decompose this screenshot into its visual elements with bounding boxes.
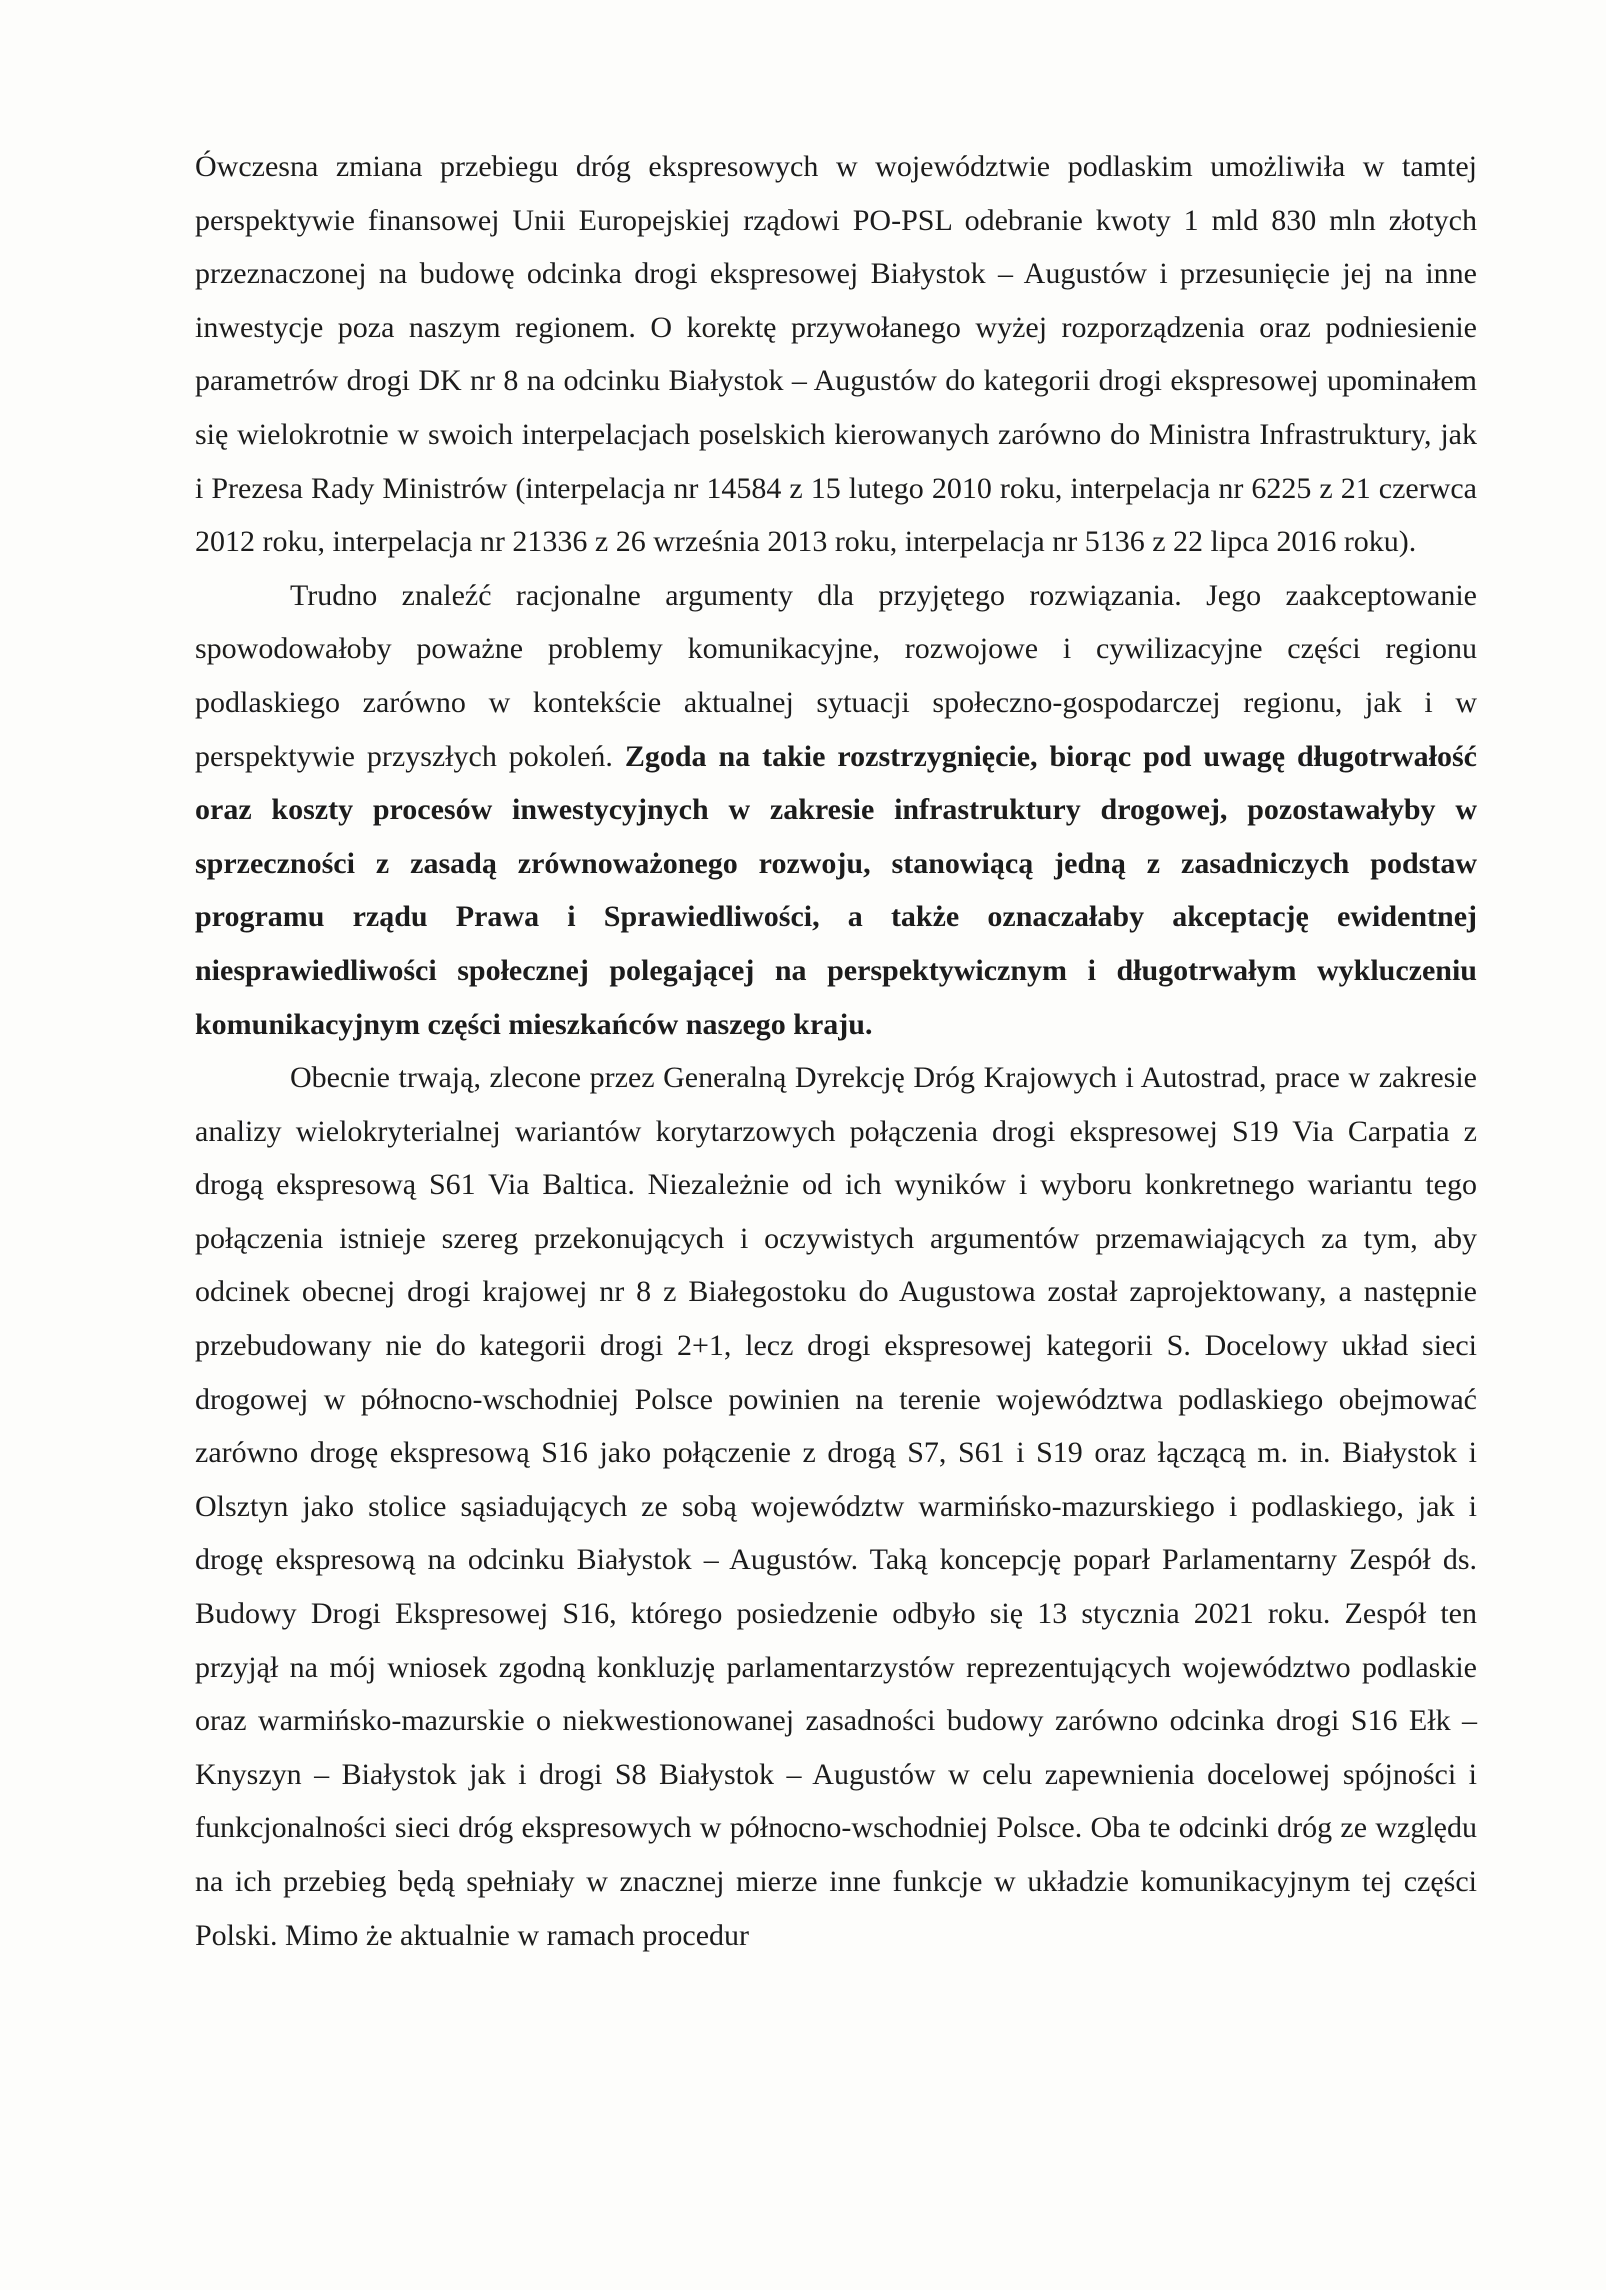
paragraph-2 [195,569,1477,1051]
paragraph-1 [195,140,1477,569]
document-page [195,140,1477,1962]
paragraph-2-text: Trudno znaleźć racjonalne argumenty dla przyjętego rozwiązania. Jego zaakceptowanie spowodowałoby poważne problemy komunikacyjne, rozwojowe i cywilizacyjne części regionu podlaskiego zarówno w kontekście aktualnej sytuacji społeczno-gospodarczej regionu, jak i w perspektywie przyszłych pokoleń. [195,578,1477,773]
paragraph-3-text: Obecnie trwają, zlecone przez Generalną Dyrekcję Dróg Krajowych i Autostrad, prace w zakresie analizy wielokryterialnej wariantów korytarzowych połączenia drogi ekspresowej S19 Via Carpatia z drogą ekspresową S61 Via Baltica. Niezależnie od ich wyników i wyboru konkretnego wariantu tego połączenia istnieje szereg przekonujących i oczywistych argumentów przemawiających za tym, aby odcinek obecnej drogi krajowej nr 8 z Białegostoku do Augustowa został zaprojektowany, a następnie przebudowany nie do kategorii drogi 2+1, lecz drogi ekspresowej kategorii S. Docelowy układ sieci drogowej w północno-wschodniej Polsce powinien na terenie województwa podlaskiego obejmować zarówno drogę ekspresową S16 jako połączenie z drogą S7, S61 i S19 oraz łączącą m. in. Białystok i Olsztyn jako stolice sąsiadujących ze sobą województw warmińsko-mazurskiego i podlaskiego, jak i drogę ekspresową na odcinku Białystok – Augustów. Taką koncepcję poparł Parlamentarny Zespół ds. Budowy Drogi Ekspresowej S16, którego posiedzenie odbyło się 13 stycznia 2021 roku. Zespół ten przyjął na mój wniosek zgodną konkluzję parlamentarzystów reprezentujących województwo podlaskie oraz warmińsko-mazurskie o niekwestionowanej zasadności budowy zarówno odcinka drogi S16 Ełk – Knyszyn – Białystok jak i drogi S8 Białystok – Augustów w celu zapewnienia docelowej spójności i funkcjonalności sieci dróg ekspresowych w północno-wschodniej Polsce. Oba te odcinki dróg ze względu na ich przebieg będą spełniały w znacznej mierze inne funkcje w układzie komunikacyjnym tej części Polski. Mimo że aktualnie w ramach procedur [195,1061,1477,1952]
paragraph-2-bold-text: Zgoda na takie rozstrzygnięcie, biorąc pod uwagę długotrwałość oraz koszty procesów inwestycyjnych w zakresie infrastruktury drogowej, pozostawałyby w sprzeczności z zasadą zrównoważonego rozwoju, stanowiącą jedną z zasadniczych podstaw programu rządu Prawa i Sprawiedliwości, a także oznaczałaby akceptację ewidentnej niesprawiedliwości społecznej polegającej na perspektywicznym i długotrwałym wykluczeniu komunikacyjnym części mieszkańców naszego kraju. [195,739,1477,1041]
paragraph-3 [195,1051,1477,1962]
paragraph-1-text: Ówczesna zmiana przebiegu dróg ekspresowych w województwie podlaskim umożliwiła w tamtej perspektywie finansowej Unii Europejskiej rządowi PO-PSL odebranie kwoty 1 mld 830 mln złotych przeznaczonej na budowę odcinka drogi ekspresowej Białystok – Augustów i przesunięcie jej na inne inwestycje poza naszym regionem. O korektę przywołanego wyżej rozporządzenia oraz podniesienie parametrów drogi DK nr 8 na odcinku Białystok – Augustów do kategorii drogi ekspresowej upominałem się wielokrotnie w swoich interpelacjach poselskich kierowanych zarówno do Ministra Infrastruktury, jak i Prezesa Rady Ministrów (interpelacja nr 14584 z 15 lutego 2010 roku, interpelacja nr 6225 z 21 czerwca 2012 roku, interpelacja nr 21336 z 26 września 2013 roku, interpelacja nr 5136 z 22 lipca 2016 roku). [195,150,1477,559]
